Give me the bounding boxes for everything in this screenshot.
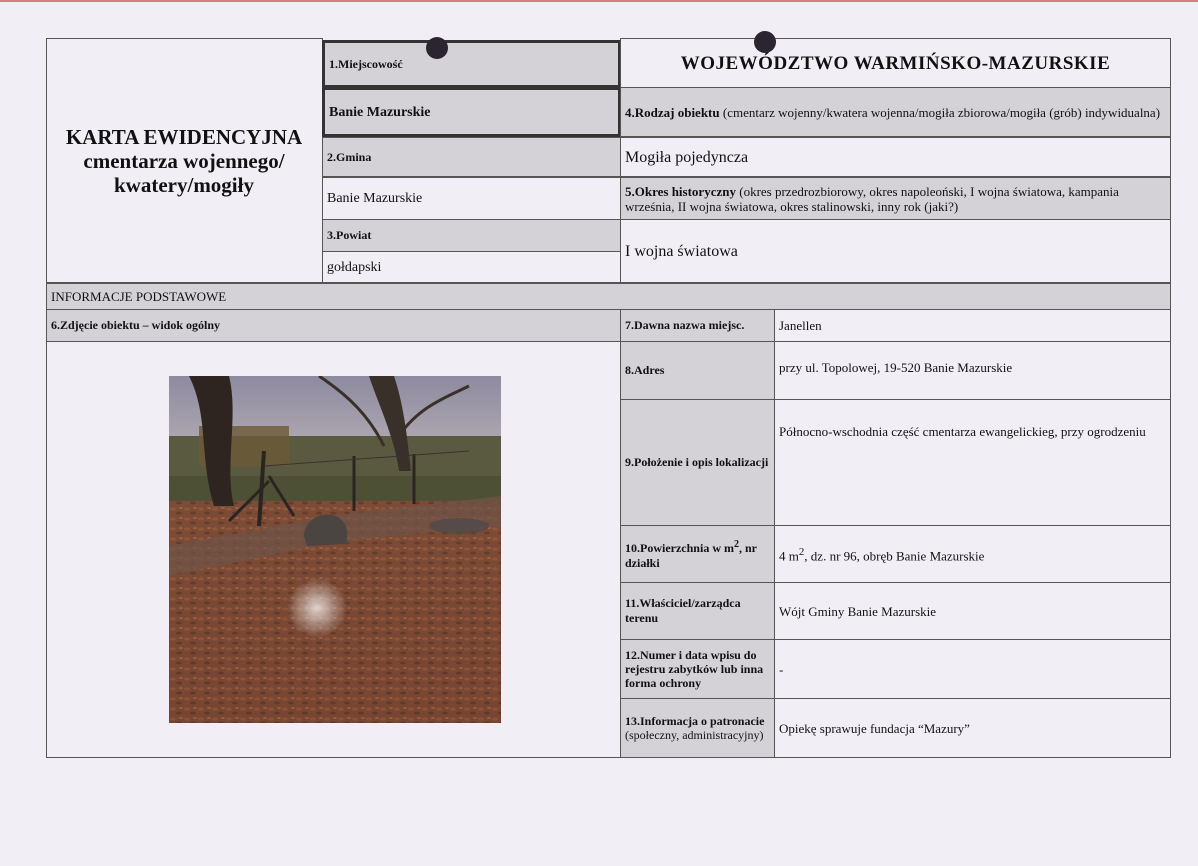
object-type-label-bold: 4.Rodzaj obiektu: [625, 104, 720, 120]
register-label: 12.Numer i data wpisu do rejestru zabytków lub inna forma ochrony: [620, 639, 775, 699]
section-basic-info: INFORMACJE PODSTAWOWE: [46, 283, 1171, 310]
period-label: [620, 177, 1171, 220]
county-value: gołdapski: [322, 251, 621, 283]
object-type-label: [620, 87, 1171, 137]
punch-hole-left: [426, 37, 448, 59]
commune-label: 2.Gmina: [322, 137, 621, 177]
locality-value: Banie Mazurskie: [322, 87, 621, 137]
card-title-line2: cmentarza wojennego/: [83, 149, 285, 173]
owner-value: Wójt Gminy Banie Mazurskie: [774, 582, 1171, 640]
patronage-value: Opiekę sprawuje fundacja “Mazury”: [774, 698, 1171, 758]
former-name-label: 7.Dawna nazwa miejsc.: [620, 309, 775, 342]
patronage-label: [620, 698, 775, 758]
area-value-a: 4 m: [779, 548, 799, 564]
card-title: [46, 125, 322, 197]
cemetery-photo: [169, 376, 501, 723]
patronage-label-bold: 13.Informacja o patronacie: [625, 714, 765, 728]
area-value-b: , dz. nr 96, obręb Banie Mazurskie: [804, 548, 985, 564]
commune-value: Banie Mazurskie: [322, 177, 621, 220]
object-type-value: Mogiła pojedyncza: [620, 137, 1171, 177]
area-value: [774, 525, 1171, 583]
address-label: 8.Adres: [620, 341, 775, 400]
former-name-value: Janellen: [774, 309, 1171, 342]
location-label: 9.Położenie i opis lokalizacji: [620, 399, 775, 526]
register-value: -: [774, 639, 1171, 699]
period-label-bold: 5.Okres historyczny: [625, 183, 736, 199]
area-label-sup: 2: [733, 539, 739, 550]
address-value: przy ul. Topolowej, 19-520 Banie Mazurskie: [774, 341, 1171, 400]
punch-hole-right: [754, 31, 776, 53]
voivodeship-header: WOJEWÓDZTWO WARMIŃSKO-MAZURSKIE: [620, 38, 1171, 88]
locality-label: 1.Miejscowość: [322, 40, 621, 88]
county-label: 3.Powiat: [322, 219, 621, 252]
patronage-label-rest: (społeczny, administracyjny): [625, 728, 764, 742]
object-type-label-rest: (cmentarz wojenny/kwatera wojenna/mogiła zbiorowa/mogiła (grób) indywidualna): [719, 104, 1161, 120]
period-value: I wojna światowa: [620, 219, 1171, 283]
top-edge-line: [0, 0, 1198, 2]
area-label-b: , nr działki: [625, 541, 757, 570]
card-title-line1: KARTA EWIDENCYJNA: [65, 125, 303, 149]
cemetery-photo-image: [169, 376, 501, 723]
area-label: [620, 525, 775, 583]
card-title-line3: kwatery/mogiły: [114, 173, 254, 197]
photo-label: 6.Zdjęcie obiektu – widok ogólny: [46, 309, 621, 342]
location-value: Północno-wschodnia część cmentarza ewangelickieg, przy ogrodzeniu: [774, 399, 1171, 526]
area-label-a: 10.Powierzchnia w m: [625, 541, 734, 555]
period-label-rest: (okres przedrozbiorowy, okres napoleoński, I wojna światowa, kampania września, II wojna światowa, okres stalinowski, inny rok (jaki?): [625, 183, 1119, 214]
area-value-sup: 2: [798, 545, 805, 558]
owner-label: 11.Właściciel/zarządca terenu: [620, 582, 775, 640]
